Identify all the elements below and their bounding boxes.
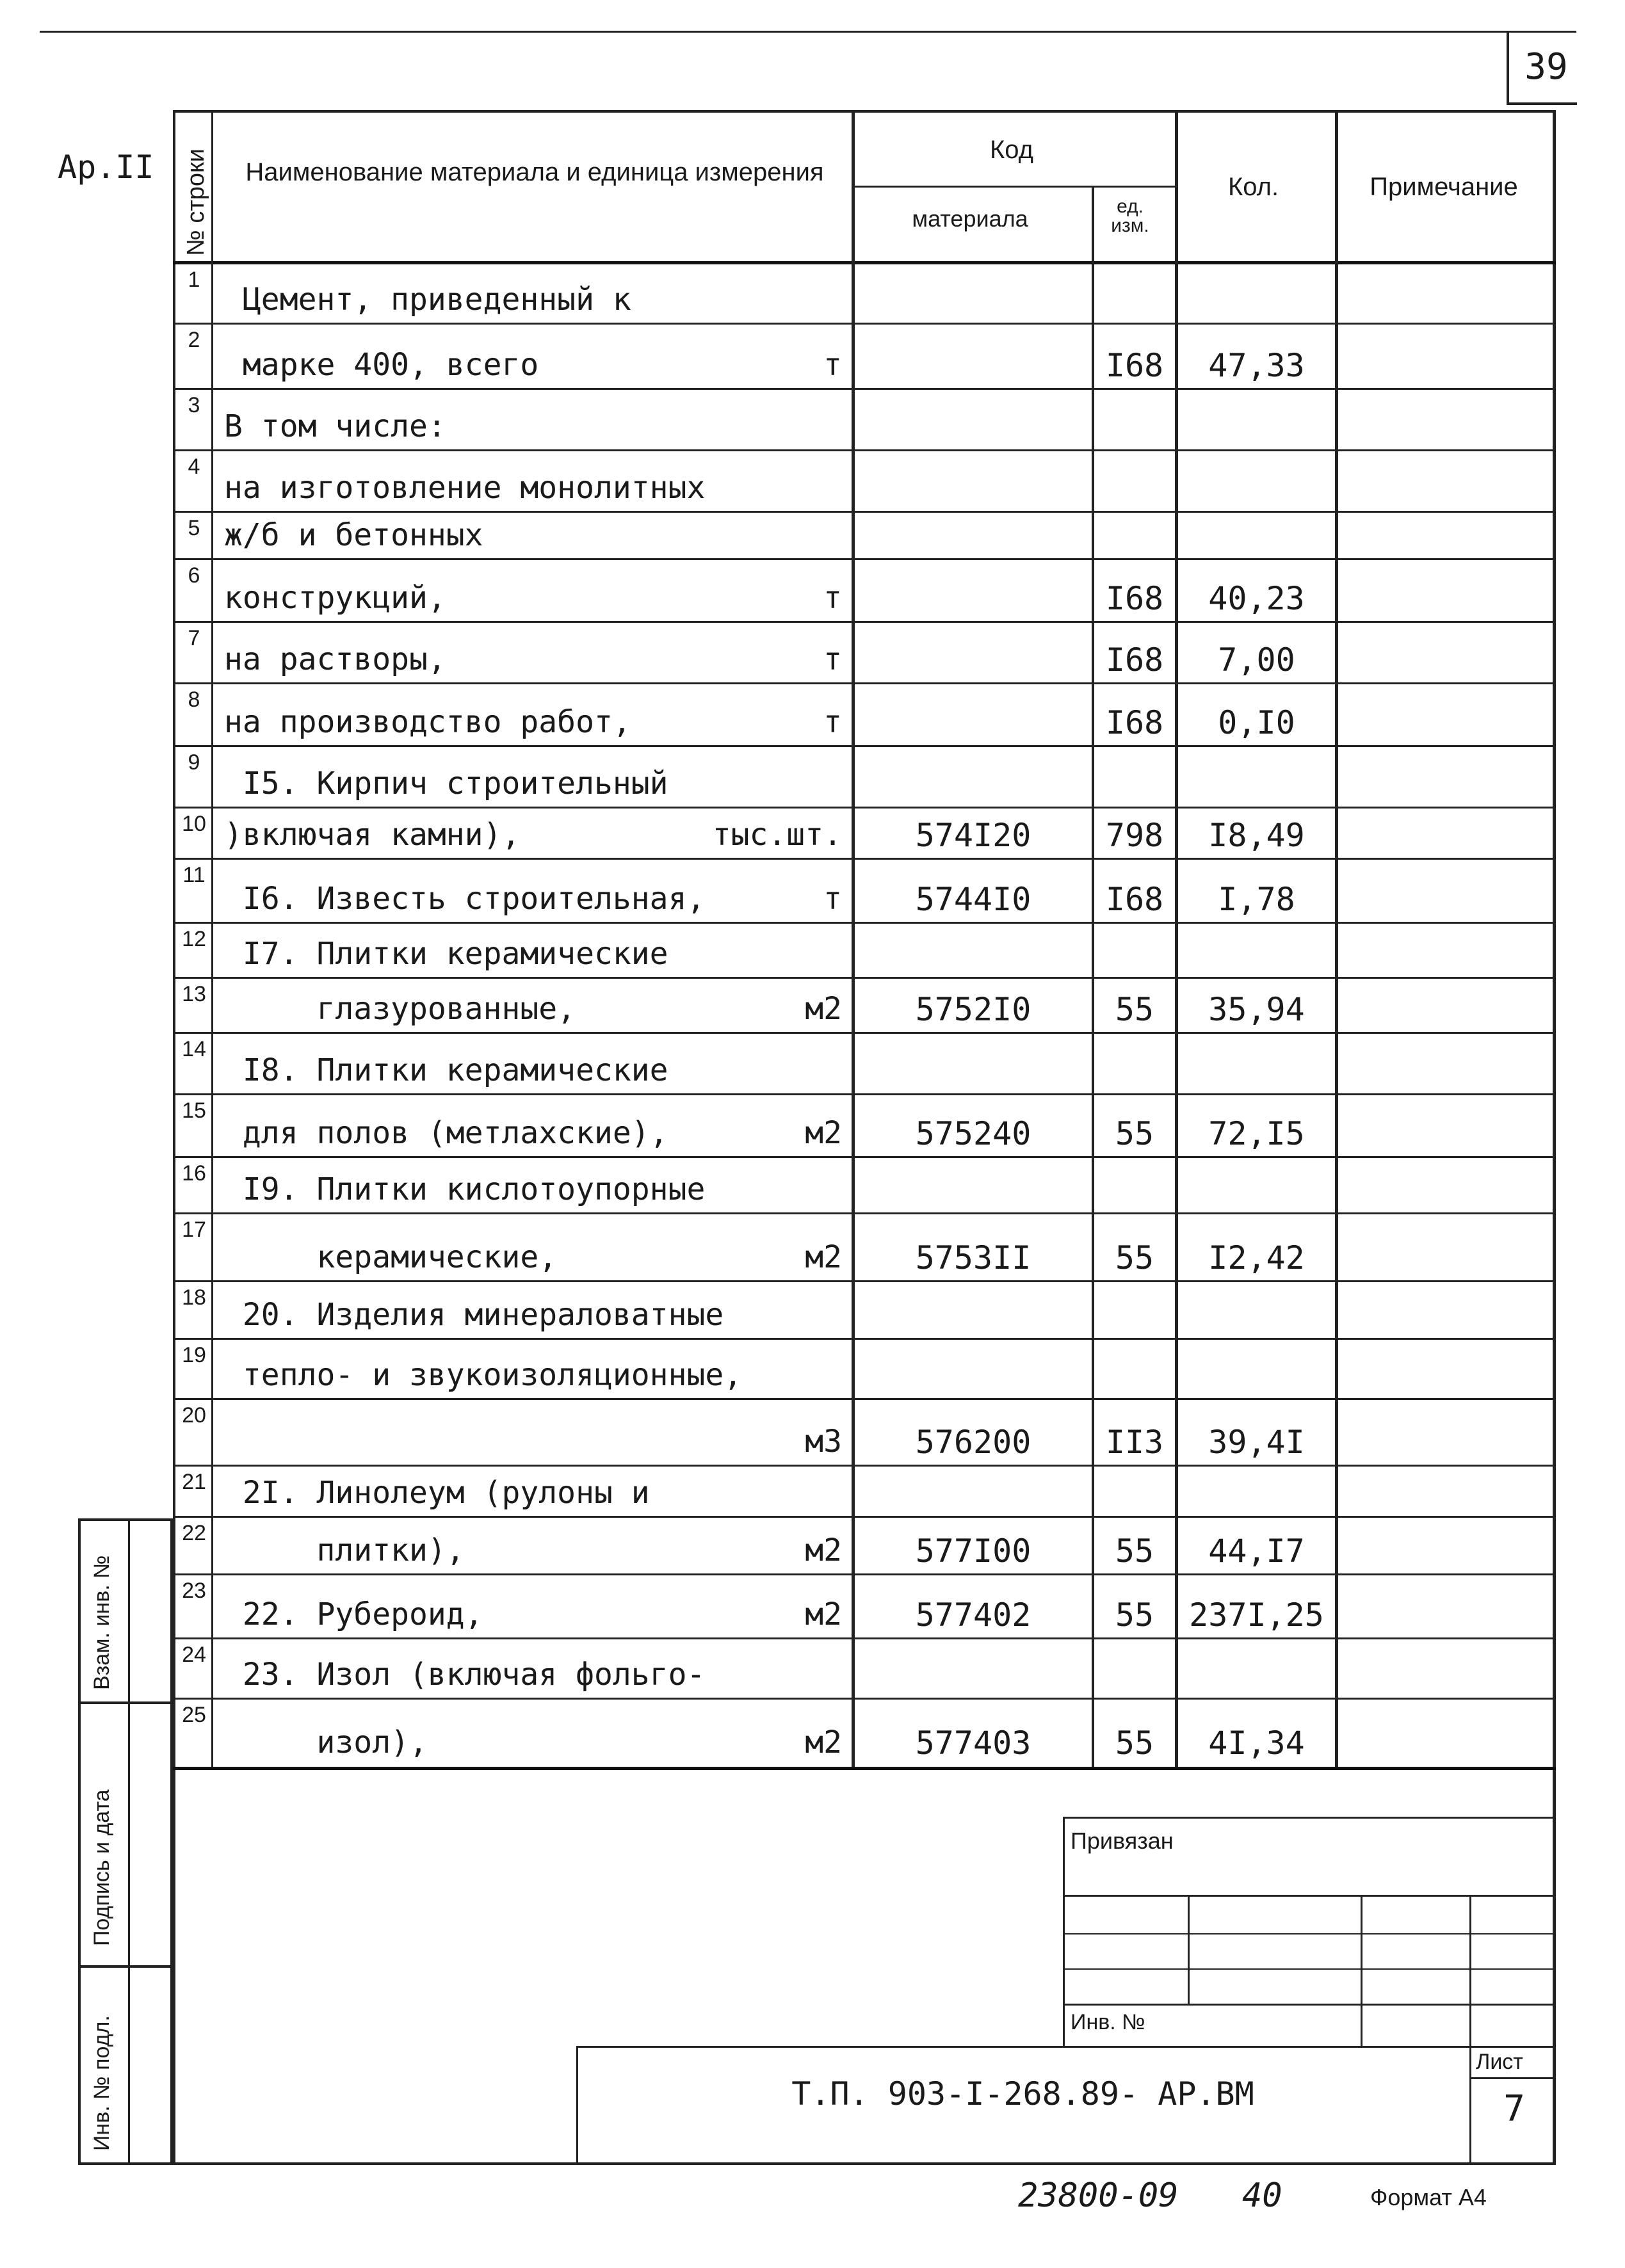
header-code-divider (852, 186, 1175, 188)
header-row-no: № строки (182, 149, 209, 256)
row-number: 2 (188, 328, 200, 352)
row-code: 5753II (915, 1239, 1031, 1276)
stamp-inv-no: Инв. № (1071, 2010, 1145, 2034)
row-qty: 0,I0 (1218, 704, 1295, 741)
row-line (173, 1698, 1556, 1700)
row-name: 20. Изделия минераловатные (224, 1297, 724, 1333)
row-unit: м2 (805, 1725, 842, 1760)
col-line-qty (1335, 110, 1338, 1767)
table-bottom-line (173, 1767, 1556, 1770)
col-line-name (852, 110, 855, 1767)
row-number: 14 (182, 1037, 206, 1061)
row-line (173, 1338, 1556, 1340)
row-qty: 39,4I (1208, 1424, 1305, 1461)
row-line (173, 1093, 1556, 1095)
row-line (173, 1637, 1556, 1639)
footer-format: Формат А4 (1370, 2184, 1487, 2210)
row-number: 11 (182, 863, 206, 887)
row-number: 18 (182, 1285, 206, 1310)
row-number: 20 (182, 1403, 206, 1428)
header-note: Примечание (1370, 173, 1518, 201)
row-qty: 237I,25 (1189, 1596, 1324, 1634)
row-line (173, 745, 1556, 747)
header-code: Код (989, 136, 1033, 164)
row-unit-code: 798 (1105, 817, 1164, 854)
row-qty: 72,I5 (1208, 1115, 1305, 1152)
row-unit-code: II3 (1105, 1424, 1164, 1461)
side-divider-1 (78, 1701, 173, 1704)
row-unit: т (823, 641, 842, 677)
header-bottom-line (173, 261, 1556, 264)
side-stamp-divider (128, 1518, 130, 2165)
row-line (173, 977, 1556, 979)
footer-archive-number: 23800-09 (1018, 2176, 1179, 2215)
row-line (173, 682, 1556, 684)
row-line (173, 1156, 1556, 1158)
row-line (173, 1573, 1556, 1575)
row-qty: I2,42 (1208, 1239, 1305, 1276)
stamp-top-line (1063, 1817, 1556, 1819)
stamp-list-label: Лист (1476, 2050, 1523, 2074)
row-name: Цемент, приведенный к (224, 282, 631, 318)
row-name: I7. Плитки керамические (224, 936, 668, 972)
row-qty: 44,I7 (1208, 1532, 1305, 1570)
side-divider-2 (78, 1965, 173, 1968)
footer-page: 40 (1242, 2176, 1282, 2215)
row-unit: м2 (805, 991, 842, 1027)
row-unit-code: I68 (1105, 347, 1164, 384)
row-line (173, 1032, 1556, 1034)
row-name: 2I. Линолеум (рулоны и (224, 1475, 650, 1511)
stamp-list-value: 7 (1503, 2088, 1525, 2130)
row-name: изол), (224, 1725, 428, 1760)
row-line (173, 1465, 1556, 1467)
row-unit-code: 55 (1115, 991, 1154, 1028)
row-code: 575240 (915, 1115, 1031, 1152)
row-name: на изготовление монолитных (224, 470, 706, 506)
row-name: керамические, (224, 1239, 558, 1275)
stamp-designation: Т.П. 903-I-268.89- АР.ВМ (791, 2075, 1254, 2112)
row-code: 574I20 (915, 817, 1031, 854)
row-unit-code: I68 (1105, 881, 1164, 918)
row-unit: т (823, 704, 842, 740)
stamp-line-4 (1063, 2004, 1556, 2006)
row-number: 9 (188, 750, 200, 775)
row-number: 5 (188, 516, 200, 540)
row-code: 577I00 (915, 1532, 1031, 1570)
row-qty: 4I,34 (1208, 1725, 1305, 1762)
row-unit: т (823, 881, 842, 917)
row-line (173, 449, 1556, 451)
row-name: конструкций, (224, 580, 446, 616)
col-line-code (1092, 186, 1094, 1767)
row-number: 22 (182, 1521, 206, 1545)
row-line (173, 1398, 1556, 1400)
stamp-col-2 (1361, 1895, 1362, 2047)
row-qty: 40,23 (1208, 580, 1305, 617)
row-name: на производство работ, (224, 704, 631, 740)
row-line (173, 511, 1556, 513)
header-code-unit: ед. изм. (1111, 196, 1149, 236)
stamp-col-3 (1469, 1895, 1471, 2165)
stamp-col-1 (1188, 1895, 1190, 2004)
row-code: 5744I0 (915, 881, 1031, 918)
row-unit-code: I68 (1105, 704, 1164, 741)
row-name: глазурованные, (224, 991, 576, 1027)
top-border (40, 31, 1576, 33)
row-qty: 35,94 (1208, 991, 1305, 1028)
row-qty: 7,00 (1218, 641, 1295, 679)
row-code: 5752I0 (915, 991, 1031, 1028)
row-number: 25 (182, 1703, 206, 1727)
col-line-rownum (211, 110, 213, 1767)
row-name: )включая камни), (224, 817, 521, 853)
row-line (173, 858, 1556, 860)
row-number: 8 (188, 688, 200, 712)
row-number: 19 (182, 1343, 206, 1367)
row-unit-code: 55 (1115, 1532, 1154, 1570)
header-code-material: материала (912, 205, 1028, 232)
row-line (173, 1212, 1556, 1214)
row-line (173, 323, 1556, 325)
row-code: 576200 (915, 1424, 1031, 1461)
row-unit-code: 55 (1115, 1239, 1154, 1276)
header-qty: Кол. (1227, 173, 1279, 201)
row-number: 12 (182, 927, 206, 951)
row-name: I9. Плитки кислотоупорные (224, 1171, 706, 1207)
row-name: I6. Известь строительная, (224, 881, 706, 917)
row-number: 3 (188, 393, 200, 417)
row-number: 10 (182, 812, 206, 836)
row-name: 23. Изол (включая фольго- (224, 1657, 706, 1693)
stamp-line-1 (1063, 1895, 1556, 1897)
row-qty: I,78 (1218, 881, 1295, 918)
stamp-left-line (1063, 1817, 1065, 2047)
row-name: ж/б и бетонных (224, 517, 483, 553)
row-unit-code: I68 (1105, 641, 1164, 679)
stamp-privyazan: Привязан (1071, 1828, 1174, 1854)
row-name: В том числе: (224, 408, 446, 444)
row-unit-code: I68 (1105, 580, 1164, 617)
row-unit: м2 (805, 1239, 842, 1275)
row-line (173, 621, 1556, 623)
row-line (173, 558, 1556, 560)
row-line (173, 1516, 1556, 1518)
row-number: 23 (182, 1579, 206, 1603)
row-name: 22. Рубероид, (224, 1596, 483, 1632)
row-line (173, 807, 1556, 808)
row-unit: м2 (805, 1532, 842, 1568)
row-unit: тыс.шт. (712, 817, 842, 853)
stamp-line-3 (1063, 1968, 1556, 1970)
row-line (173, 1280, 1556, 1282)
row-unit: т (823, 580, 842, 616)
row-number: 7 (188, 626, 200, 650)
row-number: 17 (182, 1218, 206, 1242)
row-qty: I8,49 (1208, 817, 1305, 854)
row-name: для полов (метлахские), (224, 1115, 668, 1151)
row-unit: м2 (805, 1596, 842, 1632)
stamp-designation-top (576, 2046, 1556, 2048)
row-number: 24 (182, 1643, 206, 1667)
row-unit: м2 (805, 1115, 842, 1151)
row-qty: 47,33 (1208, 347, 1305, 384)
row-name: тепло- и звукоизоляционные, (224, 1357, 743, 1393)
row-code: 577403 (915, 1725, 1031, 1762)
stamp-list-divider (1469, 2077, 1556, 2079)
row-code: 577402 (915, 1596, 1031, 1634)
row-name: на растворы, (224, 641, 446, 677)
row-number: 1 (188, 268, 200, 292)
side-label-inv-podl: Инв. № подл. (90, 2015, 114, 2151)
row-unit-code: 55 (1115, 1115, 1154, 1152)
row-unit: т (823, 347, 842, 383)
row-name: I8. Плитки керамические (224, 1052, 668, 1088)
row-number: 21 (182, 1470, 206, 1494)
row-number: 6 (188, 563, 200, 588)
row-number: 4 (188, 454, 200, 479)
side-label-podpis: Подпись и дата (90, 1789, 114, 1946)
row-name: плитки), (224, 1532, 465, 1568)
row-name: марке 400, всего (224, 347, 539, 383)
row-unit-code: 55 (1115, 1725, 1154, 1762)
section-label: Ар.II (58, 149, 154, 186)
header-name: Наименование материала и единица измерения (245, 158, 824, 186)
row-unit: м3 (805, 1424, 842, 1460)
row-number: 13 (182, 982, 206, 1006)
row-name: I5. Кирпич строительный (224, 766, 668, 801)
row-line (173, 922, 1556, 924)
row-unit-code: 55 (1115, 1596, 1154, 1634)
sheet-number: 39 (1524, 46, 1568, 88)
side-label-vzam: Взам. инв. № (90, 1555, 114, 1690)
row-line (173, 388, 1556, 390)
row-number: 15 (182, 1098, 206, 1123)
row-number: 16 (182, 1161, 206, 1186)
stamp-line-2 (1063, 1933, 1556, 1934)
